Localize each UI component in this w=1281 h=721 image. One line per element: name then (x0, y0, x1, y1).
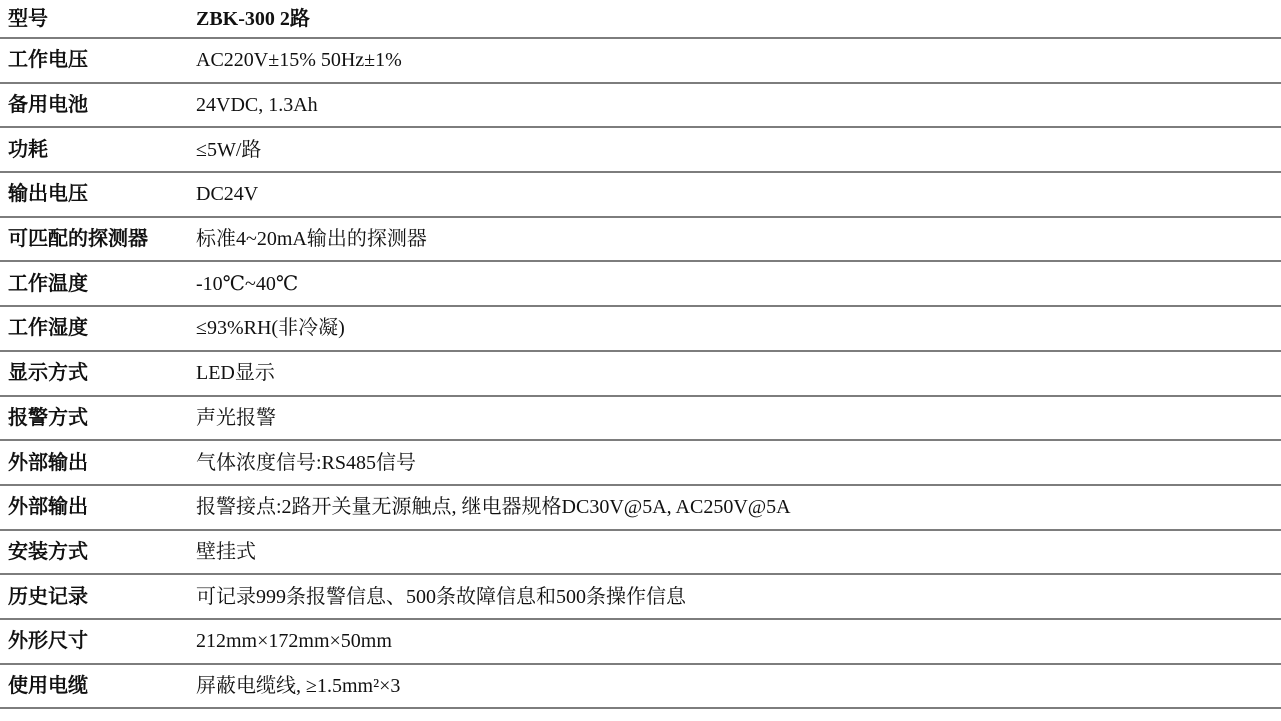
spec-label: 报警方式 (8, 406, 88, 429)
table-row (0, 262, 1281, 307)
table-row (0, 128, 1281, 173)
spec-label: 可匹配的探测器 (8, 228, 148, 251)
spec-label: 备用电池 (8, 94, 88, 117)
spec-value: 报警接点:2路开关量无源触点, 继电器规格DC30V@5A, AC250V@5A (196, 496, 791, 519)
spec-label: 输出电压 (8, 183, 88, 206)
spec-label: 外部输出 (8, 496, 88, 519)
table-row (0, 397, 1281, 442)
spec-label: 安装方式 (8, 540, 88, 563)
spec-label: 功耗 (8, 138, 48, 161)
spec-value: 可记录999条报警信息、500条故障信息和500条操作信息 (196, 585, 686, 608)
spec-label: 外部输出 (8, 451, 88, 474)
spec-value: 气体浓度信号:RS485信号 (196, 451, 417, 474)
table-row (0, 39, 1281, 84)
spec-value: ≤93%RH(非冷凝) (196, 317, 345, 340)
spec-value: 标准4~20mA输出的探测器 (196, 228, 427, 251)
table-row (0, 218, 1281, 263)
spec-value: 24VDC, 1.3Ah (196, 94, 318, 117)
table-row (0, 620, 1281, 665)
table-row (0, 0, 1281, 39)
table-row (0, 307, 1281, 352)
spec-label: 工作温度 (8, 272, 88, 295)
spec-value: -10℃~40℃ (196, 272, 299, 295)
spec-value: 壁挂式 (196, 540, 256, 563)
table-row (0, 441, 1281, 486)
table-row (0, 352, 1281, 397)
spec-value: AC220V±15% 50Hz±1% (196, 49, 402, 72)
spec-value: 声光报警 (196, 406, 276, 429)
spec-value: ≤5W/路 (196, 138, 262, 161)
spec-label: 历史记录 (8, 585, 88, 608)
table-row (0, 665, 1281, 710)
table-row (0, 173, 1281, 218)
table-row (0, 531, 1281, 576)
table-row (0, 486, 1281, 531)
spec-value: DC24V (196, 183, 259, 206)
spec-value: 屏蔽电缆线, ≥1.5mm²×3 (196, 674, 401, 697)
spec-value: LED显示 (196, 362, 275, 385)
spec-label: 外形尺寸 (8, 630, 88, 653)
spec-label: 显示方式 (8, 362, 88, 385)
spec-label: 工作电压 (8, 49, 88, 72)
spec-label: 使用电缆 (8, 674, 88, 697)
spec-label: 工作湿度 (8, 317, 88, 340)
spec-value: 212mm×172mm×50mm (196, 630, 392, 653)
spec-value: ZBK-300 2路 (196, 7, 310, 30)
table-row (0, 84, 1281, 129)
spec-label: 型号 (8, 7, 48, 30)
table-row (0, 575, 1281, 620)
